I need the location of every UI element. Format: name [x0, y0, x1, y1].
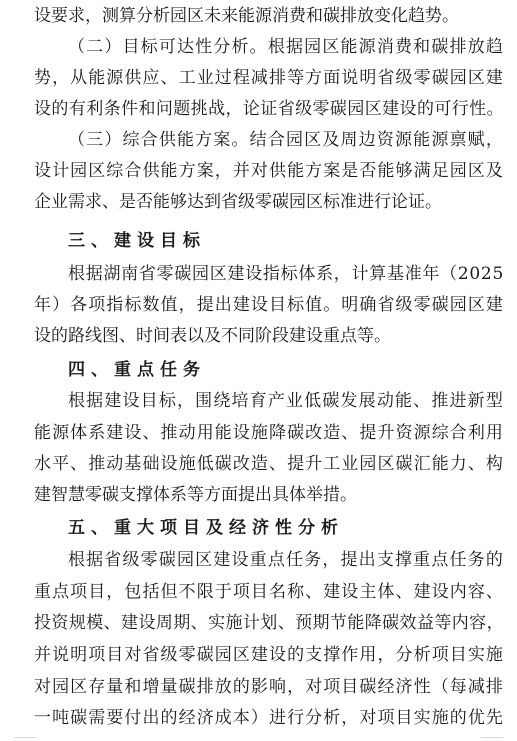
body-line: 设的路线图、时间表以及不同阶段建设重点等。 [34, 326, 391, 346]
body-line: 能源体系建设、推动用能设施降碳改造、提升资源综合利用 [34, 423, 504, 443]
body-line: 设的有利条件和问题挑战，论证省级零碳园区建设的可行性。 [34, 99, 504, 119]
section-heading-major-projects: 五、重大项目及经济性分析 [68, 518, 344, 538]
subheading-paragraph-line: （三）综合供能方案。结合园区及周边资源能源禀赋， [68, 130, 504, 150]
body-line: 并说明项目对省级零碳园区建设的支撑作用，分析项目实施 [34, 645, 504, 665]
body-line: 投资规模、建设周期、实施计划、预期节能降碳效益等内容， [34, 613, 504, 633]
paragraph-first-line: 根据建设目标，围绕培育产业低碳发展动能、推进新型 [68, 391, 504, 411]
body-line: 一吨碳需要付出的经济成本）进行分析，对项目实施的优先 [34, 708, 504, 728]
body-line: 势，从能源供应、工业过程减排等方面说明省级零碳园区建 [34, 68, 504, 88]
section-heading-key-tasks: 四、重点任务 [68, 360, 206, 380]
paragraph-first-line: 根据湖南省零碳园区建设指标体系，计算基准年（2025 [68, 264, 504, 284]
body-line: 对园区存量和增量碳排放的影响，对项目碳经济性（每减排 [34, 677, 504, 697]
subheading-paragraph-line: （二）目标可达性分析。根据园区能源消费和碳排放趋 [68, 37, 504, 57]
body-line: 设计园区综合供能方案，并对供能方案是否能够满足园区及 [34, 161, 504, 181]
body-line: 企业需求、是否能够达到省级零碳园区标准进行论证。 [34, 192, 442, 212]
body-line: 水平、推动基础设施低碳改造、提升工业园区碳汇能力、构 [34, 454, 504, 474]
paragraph-first-line: 根据省级零碳园区建设重点任务，提出支撑重点任务的 [68, 550, 504, 570]
body-line: 建智慧零碳支撑体系等方面提出具体举措。 [34, 485, 357, 505]
body-line: 设要求，测算分析园区未来能源消费和碳排放变化趋势。 [34, 6, 459, 26]
section-heading-objectives: 三、建设目标 [68, 231, 206, 251]
page-corner-mark-left [14, 737, 36, 738]
body-line: 重点项目，包括但不限于项目名称、建设主体、建设内容、 [34, 582, 504, 602]
body-line: 年）各项指标数值，提出建设目标值。明确省级零碳园区建 [34, 295, 504, 315]
page-corner-mark-right [481, 737, 503, 738]
